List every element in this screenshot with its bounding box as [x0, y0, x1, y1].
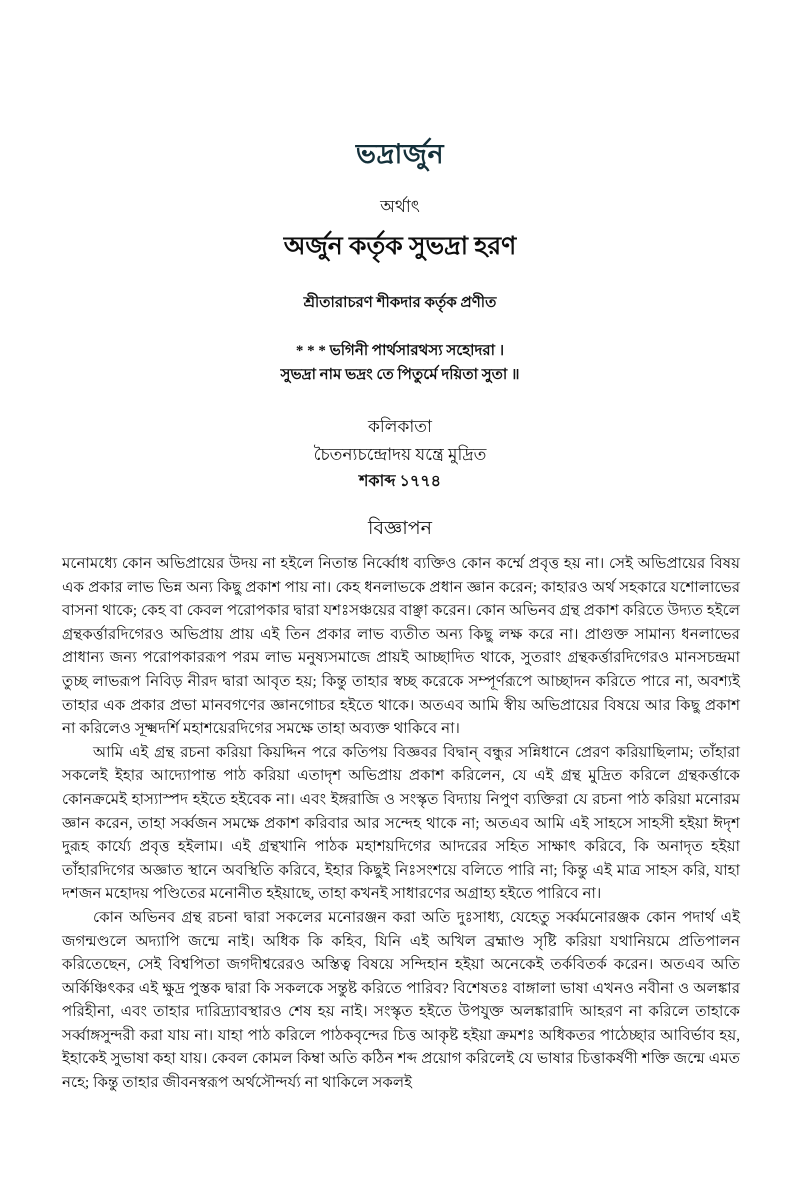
title-connector: অর্থাৎ — [380, 196, 420, 216]
verse-line-2: সুভদ্রা নাম ভদ্রং তে পিতুর্মে দয়িতা সুতা ॥ — [280, 367, 520, 384]
title-block — [0, 0, 800, 542]
section-heading: বিজ্ঞাপন — [368, 518, 432, 540]
epigraph-verse — [0, 339, 800, 388]
publication-year: শকাব্দ ১৭৭৪ — [358, 473, 442, 491]
printing-press: চৈতন্যচন্দ্রোদয় যন্ত্রে মুদ্রিত — [313, 444, 487, 464]
preface-body — [62, 553, 740, 1096]
publication-place: কলিকাতা — [368, 416, 432, 436]
verse-line-1: * * * ভগিনী পার্থসারথস্য সহোদরা । — [295, 343, 505, 359]
author-line: শ্রীতারাচরণ শীকদার কর্তৃক প্রণীত — [303, 294, 497, 311]
paragraph: কোন অভিনব গ্রন্থ রচনা দ্বারা সকলের মনোরঞ্জন করা অতি দুঃসাধ্য, যেহেতু সর্ব্বমনোরঞ্জক কোন পদার্থ এই জগন্মণ্ডলে অদ্যাপি জন্মে নাই। অধিক কি কহিব, যিনি এই অখিল ব্রহ্মাণ্ড সৃষ্টি করিয়া যথানিয়মে প্রতিপালন করিতেছেন, সেই বিশ্বপিতা জগদীশ্বরেরও অস্তিত্ব বিষয়ে সন্দিহান হইয়া অনেকেই তর্কবিতর্ক করেন। অতএব অতি অর্কিঞ্চিৎকর এই ক্ষুদ্র পুস্তক দ্বারা কি সকলকে সন্তুষ্ট করিতে পারিব? বিশেষতঃ বাঙ্গালা ভাষা এখনও নবীনা ও অলঙ্কার পরিহীনা, এবং তাহার দারিদ্র্যাবস্থারও শেষ হয় নাই। সংস্কৃত হইতে উপযুক্ত অলঙ্কারাদি আহরণ না করিলে তাহাকে সর্ব্বাঙ্গসুন্দরী করা যায় না। যাহা পাঠ করিলে পাঠকবৃন্দের চিত্ত আকৃষ্ট হইয়া ক্রমশঃ অধিকতর পাঠেচ্ছার আবির্ভাব হয়, ইহাকেই সুভাষা কহা যায়। কেবল কোমল কিম্বা অতি কঠিন শব্দ প্রয়োগ করিলেই যে ভাষার চিত্তাকর্ষণী শক্তি জন্মে এমত নহে; কিন্তু তাহার জীবনস্বরূপ অর্থসৌন্দর্য্য না থাকিলে সকলই — [62, 909, 740, 1092]
page-title: ভদ্রার্জুন — [355, 139, 445, 169]
subtitle: অর্জুন কর্তৃক সুভদ্রা হরণ — [283, 233, 517, 260]
paragraph: মনোমধ্যে কোন অভিপ্রায়ের উদয় না হইলে নিতান্ত নির্ব্বোধ ব্যক্তিও কোন কর্ম্মে প্রবৃত্ত হয় না। সেই অভিপ্রায়ের বিষয় এক প্রকার লাভ ভিন্ন অন্য কিছু প্রকাশ পায় না। কেহ ধনলাভকে প্রধান জ্ঞান করেন; কাহারও অর্থ সহকারে যশোলাভের বাসনা থাকে; কেহ বা কেবল পরোপকার দ্বারা যশঃসঞ্চয়ের বাঞ্ছা করেন। কোন অভিনব গ্রন্থ প্রকাশ করিতে উদ্যত হইলে গ্রন্থকর্ত্তারদিগেরও অভিপ্রায় প্রায় এই তিন প্রকার লাভ ব্যতীত অন্য কিছু লক্ষ করে না। প্রাগুক্ত সামান্য ধনলাভের প্রাধান্য জন্য পরোপকাররূপ পরম লাভ মনুষ্যসমাজে প্রায়ই আচ্ছাদিত থাকে, সুতরাং গ্রন্থকর্ত্তারদিগেরও মানসচন্দ্রমা তুচ্ছ লাভরূপ নিবিড় নীরদ দ্বারা আবৃত হয়; কিন্তু তাহার স্বচ্ছ করেকে সম্পূর্ণরূপে আচ্ছাদন করিতে পারে না, অবশ্যই তাহার এক প্রকার প্রভা মানবগণের জ্ঞানগোচর হইতে থাকে। অতএব আমি স্বীয় অভিপ্রায়ের বিষয়ে আর কিছু প্রকাশ না করিলেও সূক্ষ্মদর্শি মহাশয়েরদিগের সমক্ষে তাহা অব্যক্ত থাকিবে না। — [62, 556, 740, 738]
paragraph: আমি এই গ্রন্থ রচনা করিয়া কিয়দ্দিন পরে কতিপয় বিজ্ঞবর বিদ্বান্ বন্ধুর সন্নিধানে প্রেরণ করিয়াছিলাম; তাঁহারা সকলেই ইহার আদ্যোপান্ত পাঠ করিয়া এতাদৃশ অভিপ্রায় প্রকাশ করিলেন, যে এই গ্রন্থ মুদ্রিত করিলে গ্রন্থকর্ত্তাকে কোনক্রমেই হাস্যাস্পদ হইতে হইবেক না। এবং ইঙ্গরাজি ও সংস্কৃত বিদ্যায় নিপুণ ব্যক্তিরা যে রচনা পাঠ করিয়া মনোরম জ্ঞান করেন, তাহা সর্ব্বজন সমক্ষে প্রকাশ করিবার আর সন্দেহ থাকে না; অতএব আমি এই সাহসে সাহসী হইয়া ঈদৃশ দুরূহ কার্য্যে প্রবৃত্ত হইলাম। এই গ্রন্থখানি পাঠক মহাশয়দিগের আদরের সহিত সাক্ষাৎ করিবে, কি অনাদৃত হইয়া তাঁহারদিগের অজ্ঞাত স্থানে অবস্থিতি করিবে, ইহার কিছুই নিঃসংশয়ে বলিতে পারি না; কিন্তু এই মাত্র সাহস করি, যাহা দশজন মহোদয় পণ্ডিতের মনোনীত হইয়াছে, তাহা কখনই সাধারণের অগ্রাহ্য হইতে পারিবে না। — [62, 744, 740, 903]
